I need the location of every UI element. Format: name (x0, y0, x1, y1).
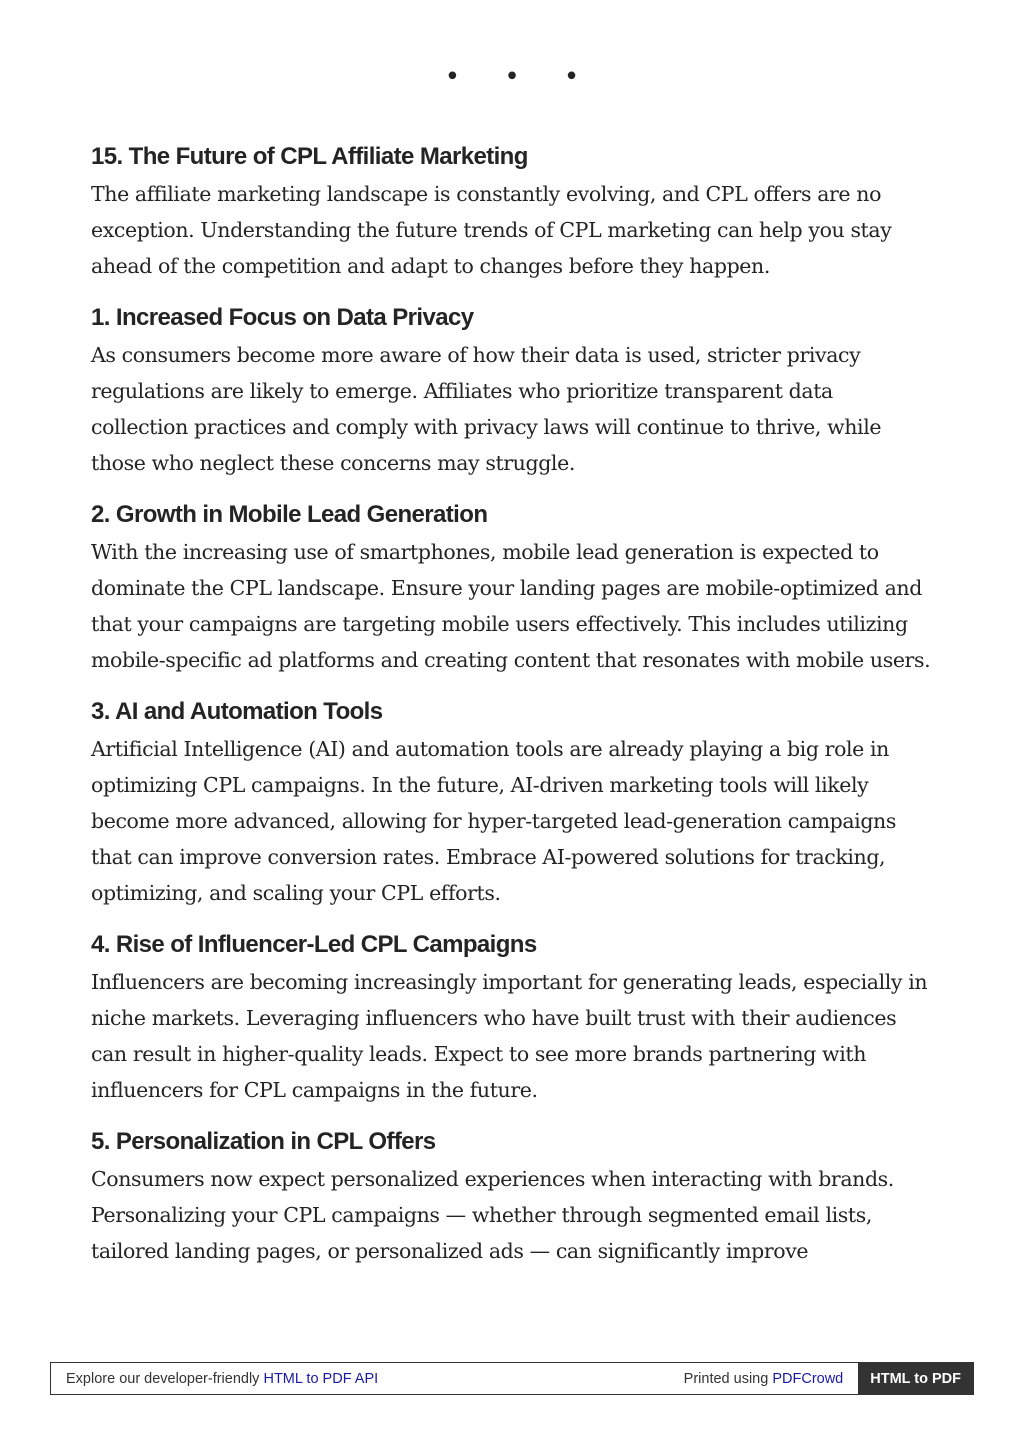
section-heading: 1. Increased Focus on Data Privacy (91, 304, 474, 331)
pdf-footer-bar (50, 1362, 974, 1395)
section-mobile-lead-generation (91, 498, 931, 678)
pdfcrowd-link[interactable]: PDFCrowd (772, 1370, 844, 1387)
section-influencer-campaigns (91, 928, 931, 1108)
section-heading: 15. The Future of CPL Affiliate Marketing (91, 143, 528, 170)
section-personalization (91, 1125, 931, 1269)
section-future-cpl (91, 140, 931, 284)
footer-explore-text: Explore our developer-friendly (66, 1370, 264, 1387)
section-body: Artificial Intelligence (AI) and automation tools are already playing a big role in optimizing CPL campaigns. In the future, AI-driven marketing tools will likely become more advanced, allowing for hyper-targeted lead-generation campaigns that can improve conversion rates. Embrace AI-powered solutions for tracking, optimizing, and scaling your CPL efforts. (91, 737, 896, 905)
section-heading: 5. Personalization in CPL Offers (91, 1128, 436, 1155)
section-separator: • • • (444, 62, 598, 92)
article-content (91, 140, 931, 1286)
footer-printed-text: Printed using (683, 1370, 773, 1387)
section-body: Consumers now expect personalized experiences when interacting with brands. Personalizing your CPL campaigns — whether through segmented email lists, tailored landing pages, or personalized ads — can significantly improve (91, 1167, 894, 1263)
section-body: With the increasing use of smartphones, mobile lead generation is expected to dominate the CPL landscape. Ensure your landing pages are mobile-optimized and that your campaigns are targeting mobile users effectively. This includes utilizing mobile-specific ad platforms and creating content that resonates with mobile users. (91, 540, 931, 672)
section-heading: 2. Growth in Mobile Lead Generation (91, 501, 488, 528)
section-body: As consumers become more aware of how their data is used, stricter privacy regulations are likely to emerge. Affiliates who prioritize transparent data collection practices and comply with privacy laws will continue to thrive, while those who neglect these concerns may struggle. (91, 343, 882, 475)
section-body: The affiliate marketing landscape is constantly evolving, and CPL offers are no exception. Understanding the future trends of CPL marketing can help you stay ahead of the competition and adapt to changes before they happen. (91, 182, 892, 278)
section-data-privacy (91, 301, 931, 481)
section-heading: 3. AI and Automation Tools (91, 698, 383, 725)
footer-explore (51, 1371, 684, 1387)
section-body: Influencers are becoming increasingly important for generating leads, especially in niche markets. Leveraging influencers who have built trust with their audiences can result in higher-quality leads. Expect to see more brands partnering with influencers for CPL campaigns in the future. (91, 970, 928, 1102)
section-ai-automation (91, 695, 931, 911)
html-to-pdf-button[interactable]: HTML to PDF (858, 1363, 973, 1394)
footer-printed (684, 1371, 859, 1387)
section-heading: 4. Rise of Influencer-Led CPL Campaigns (91, 931, 537, 958)
html-to-pdf-api-link[interactable]: HTML to PDF API (263, 1370, 379, 1387)
